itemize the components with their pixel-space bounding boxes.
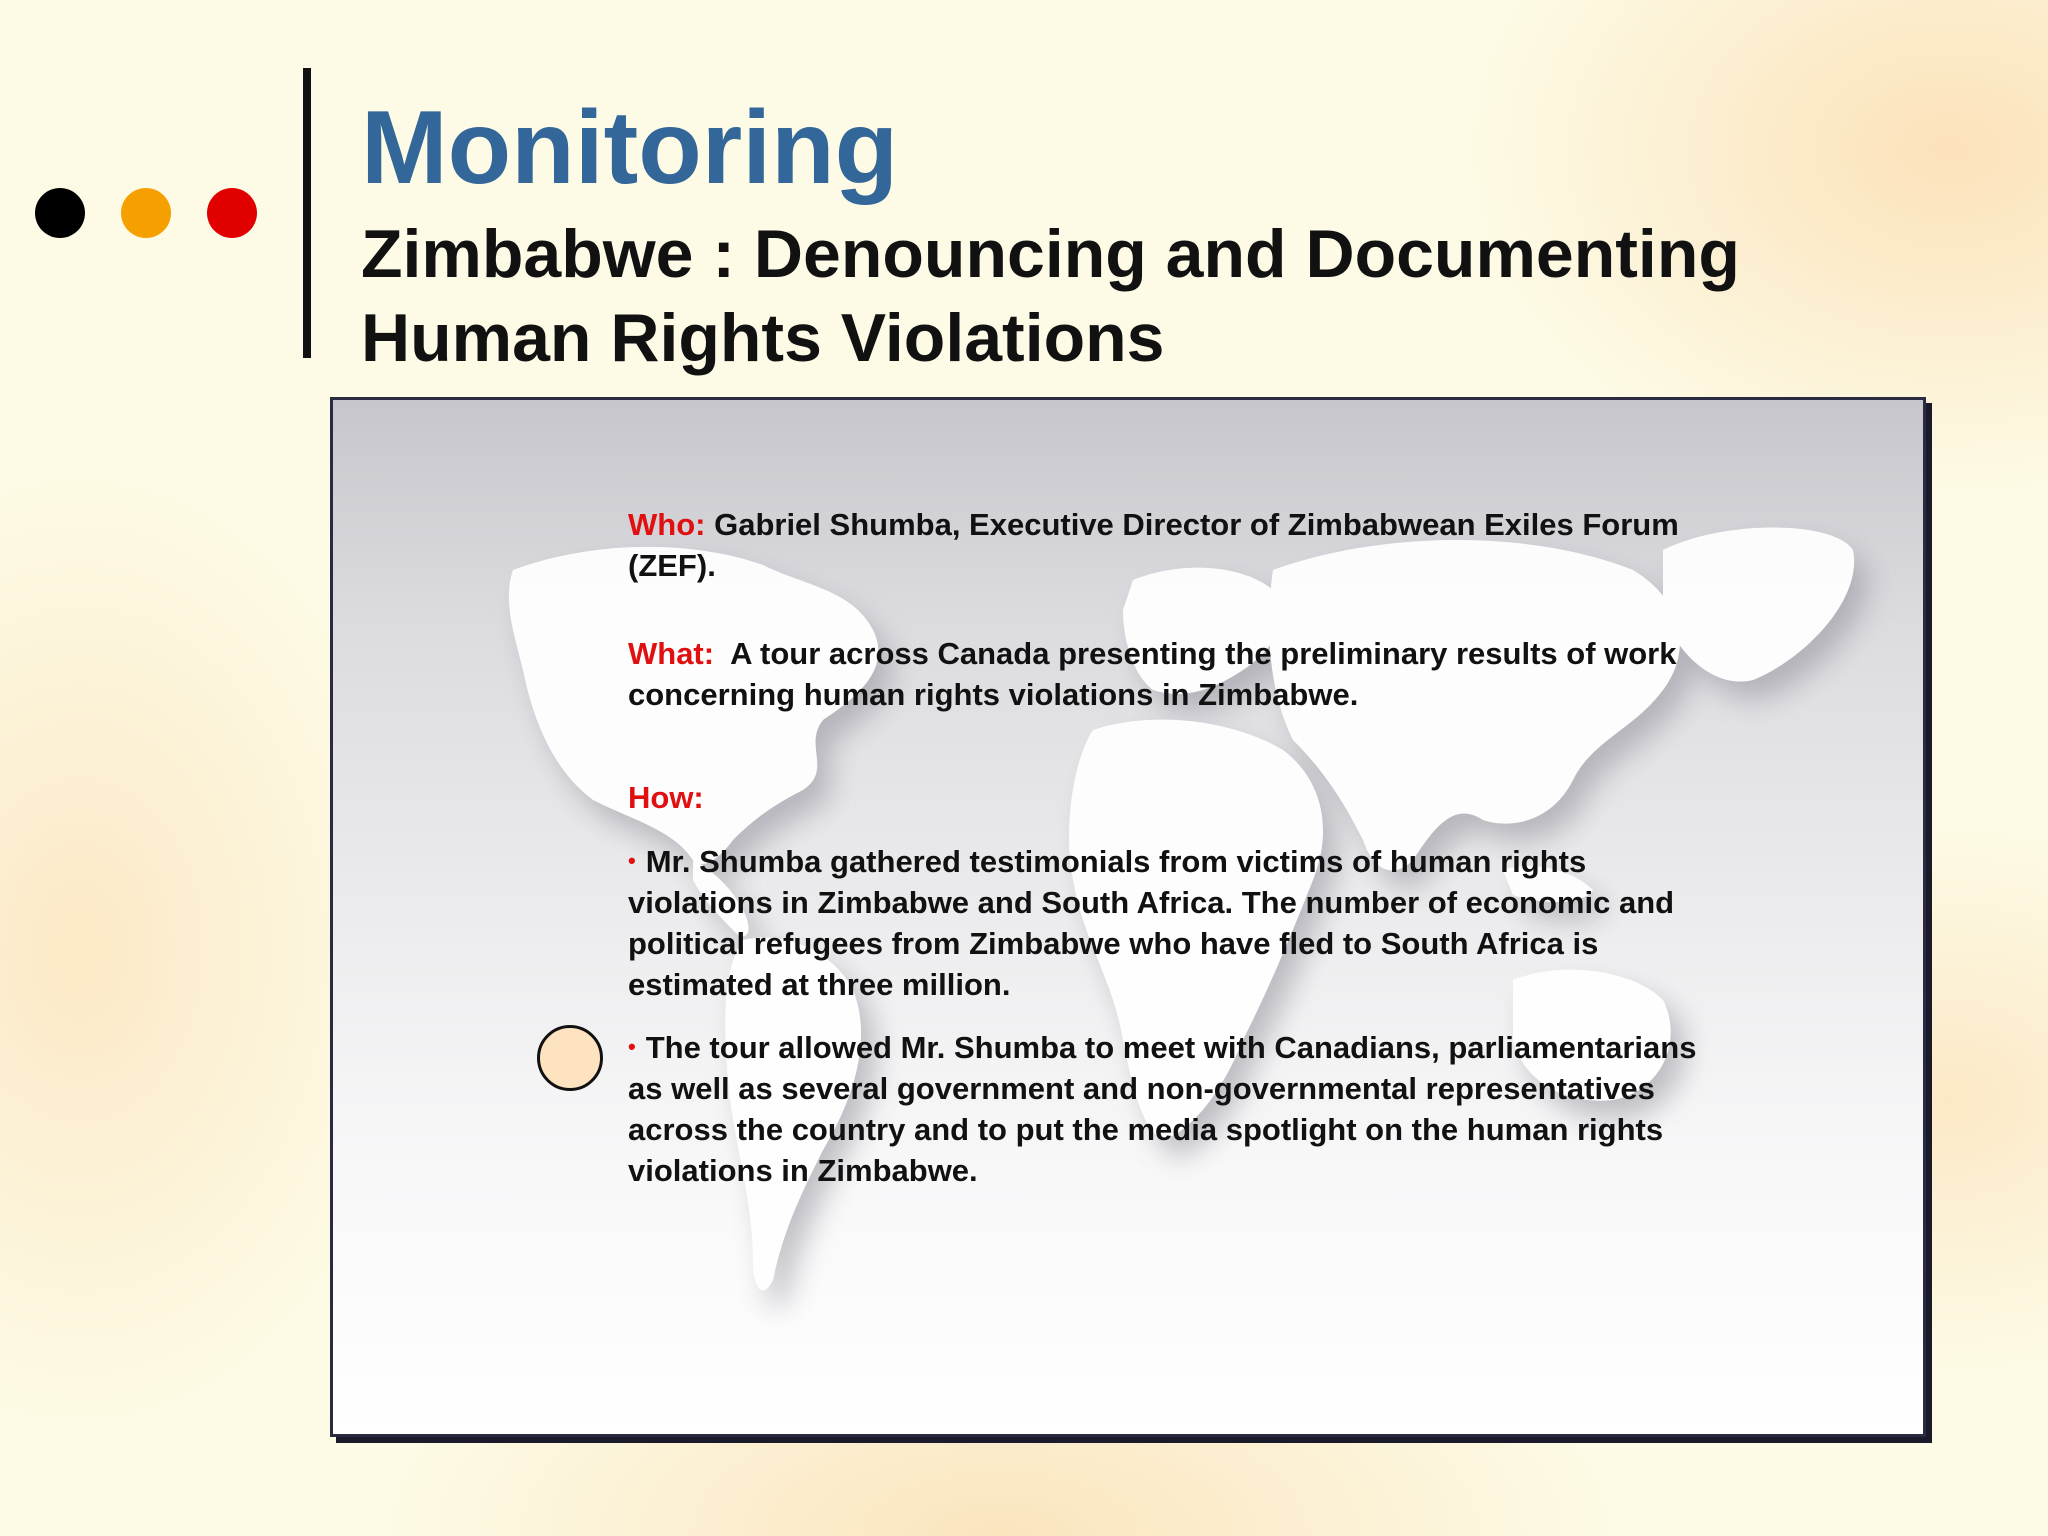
what-text: A tour across Canada presenting the preliminary results of work concerning human rights violations in Zimbabwe.: [628, 636, 1677, 712]
how-label: How:: [628, 780, 704, 815]
content-panel: [330, 397, 1926, 1437]
how-paragraph: [628, 777, 1708, 818]
bullet-icon: •: [628, 1034, 636, 1059]
bullet-item: [628, 840, 1708, 1005]
orange-dot-icon: [121, 188, 171, 238]
who-text: Gabriel Shumba, Executive Director of Zimbabwean Exiles Forum (ZEF).: [628, 507, 1679, 583]
what-paragraph: [628, 633, 1708, 715]
black-dot-icon: [35, 188, 85, 238]
slide-title: Monitoring: [361, 90, 899, 206]
red-dot-icon: [207, 188, 257, 238]
what-label: What:: [628, 636, 715, 671]
content-text: [628, 504, 1708, 1191]
location-marker-icon: [537, 1025, 603, 1091]
bullet-icon: •: [628, 848, 636, 873]
bullet-text: The tour allowed Mr. Shumba to meet with Canadians, parliamentarians as well as several government and non-governmental representatives across the country and to put the media spotlight on the human rights violations in Zimbabwe.: [628, 1030, 1697, 1188]
title-divider: [303, 68, 311, 358]
who-paragraph: [628, 504, 1708, 586]
who-label: Who:: [628, 507, 706, 542]
bullet-item: [628, 1026, 1708, 1191]
bullet-text: Mr. Shumba gathered testimonials from victims of human rights violations in Zimbabwe and South Africa. The number of economic and political refugees from Zimbabwe who have fled to South Africa is estimated at three million.: [628, 844, 1675, 1002]
slide-subtitle: Zimbabwe : Denouncing and Documenting Human Rights Violations: [361, 216, 1740, 376]
